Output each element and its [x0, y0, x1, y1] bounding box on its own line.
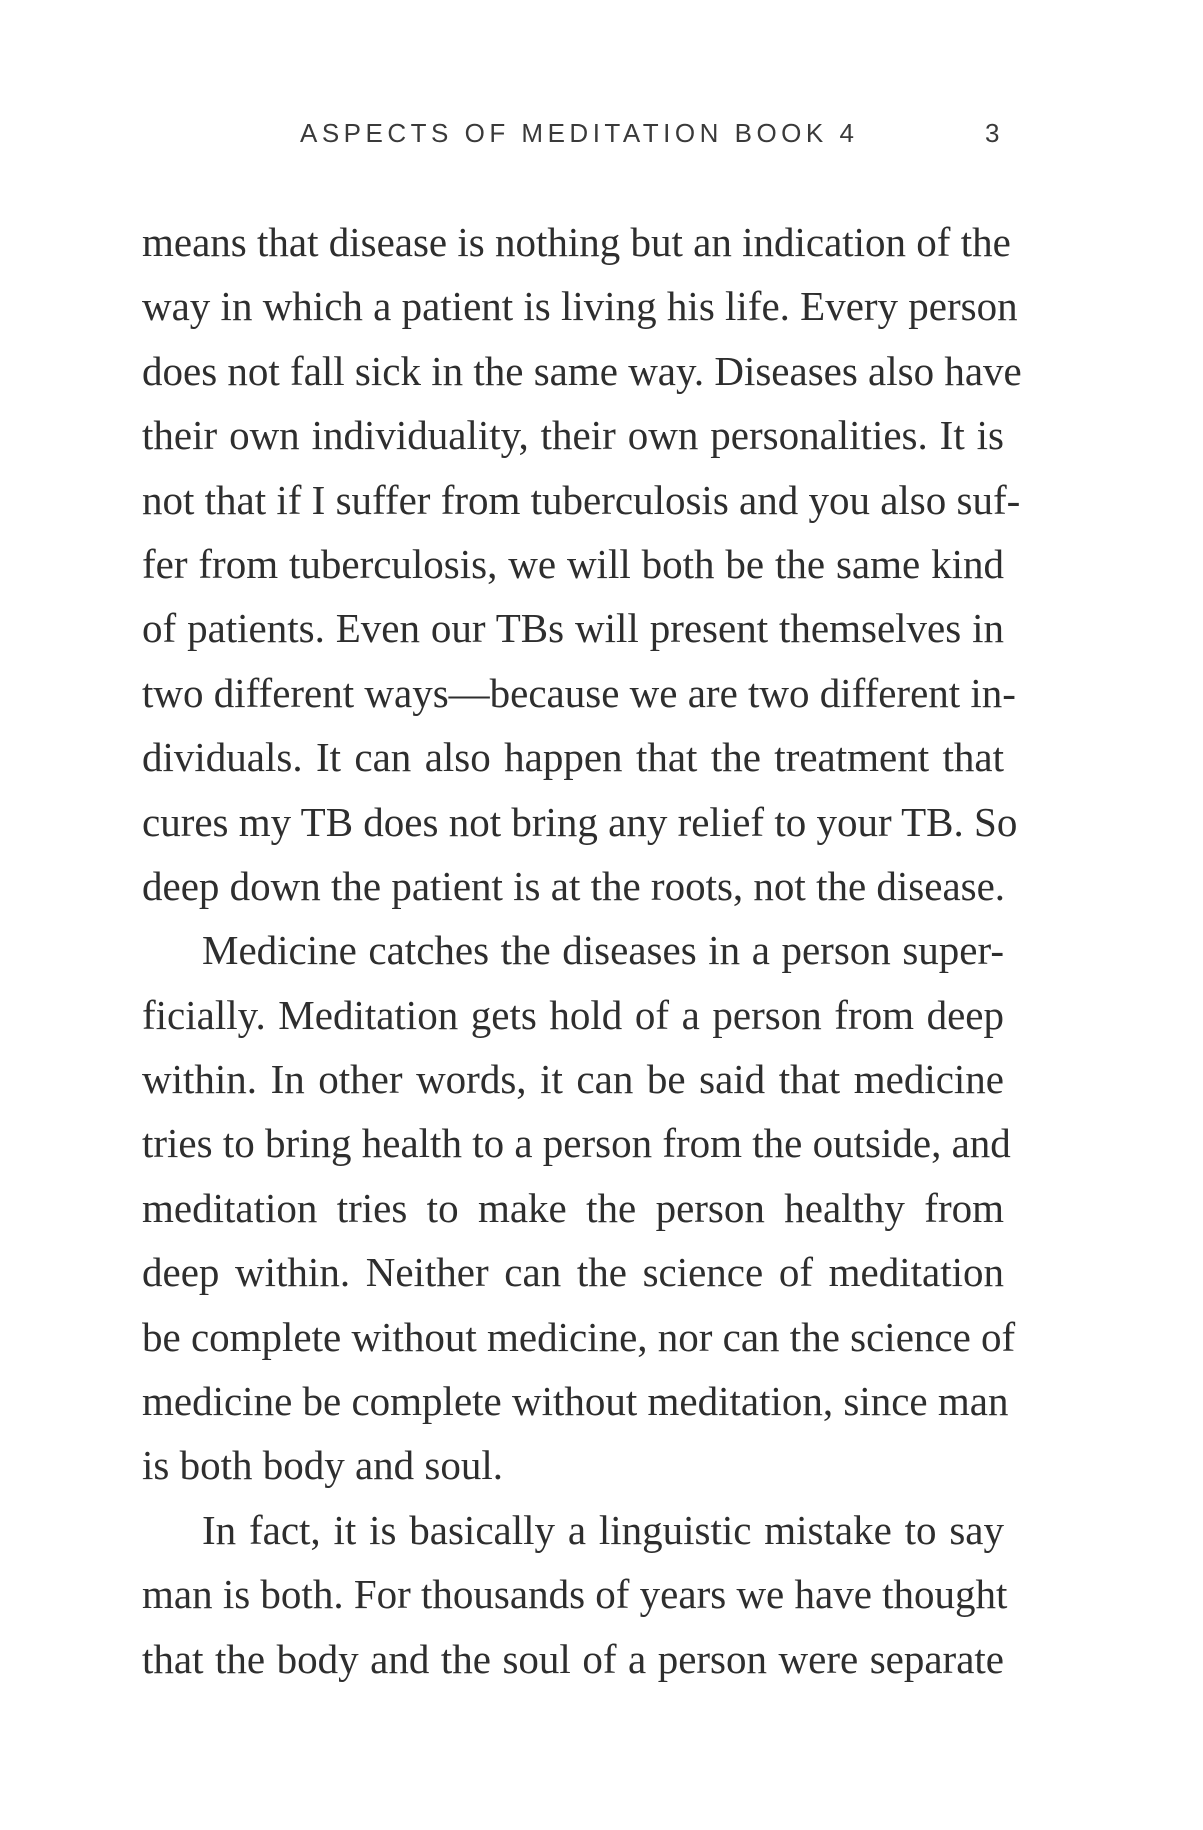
text-line: does not fall sick in the same way. Diseases also have — [142, 347, 1022, 394]
text-line: fer from tuberculosis, we will both be the same kind — [142, 540, 1004, 587]
text-line: be complete without medicine, nor can the science of — [142, 1313, 1016, 1360]
text-line: that the body and the soul of a person were separate — [142, 1635, 1004, 1682]
text-line: within. In other words, it can be said that medicine — [142, 1056, 1004, 1103]
text-line: tries to bring health to a person from the outside, and — [142, 1120, 1011, 1167]
text-line: medicine be complete without meditation, since man — [142, 1378, 1009, 1425]
text-line: Medicine catches the diseases in a person super- — [202, 927, 1004, 974]
text-line: meditation tries to make the person healthy from — [142, 1184, 1004, 1231]
page-number: 3 — [985, 118, 1000, 148]
text-line: not that if I suffer from tuberculosis and you also suf- — [142, 476, 1021, 523]
text-line: In fact, it is basically a linguistic mistake to say — [202, 1506, 1004, 1553]
paragraph-3 — [142, 1498, 1008, 1691]
text-line: ficially. Meditation gets hold of a person from deep — [142, 991, 1004, 1038]
text-line: dividuals. It can also happen that the treatment that — [142, 734, 1004, 781]
text-line: deep within. Neither can the science of meditation — [142, 1249, 1004, 1296]
text-line: deep down the patient is at the roots, not the disease. — [142, 862, 1006, 909]
text-line: cures my TB does not bring any relief to your TB. So — [142, 798, 1018, 845]
paragraph-1 — [142, 210, 1022, 918]
text-line: man is both. For thousands of years we have thought — [142, 1571, 1008, 1618]
body-text — [142, 210, 1022, 1691]
text-line: two different ways—because we are two different in- — [142, 669, 1016, 716]
text-line: of patients. Even our TBs will present themselves in — [142, 605, 1004, 652]
text-line: their own individuality, their own personalities. It is — [142, 412, 1004, 459]
running-head — [0, 118, 1203, 158]
paragraph-2 — [142, 918, 1016, 1498]
text-line: is both body and soul. — [142, 1442, 504, 1489]
text-line: means that disease is nothing but an indication of the — [142, 219, 1011, 265]
text-line: way in which a patient is living his life. Every person — [142, 283, 1018, 330]
running-title: ASPECTS OF MEDITATION BOOK 4 — [300, 118, 859, 148]
